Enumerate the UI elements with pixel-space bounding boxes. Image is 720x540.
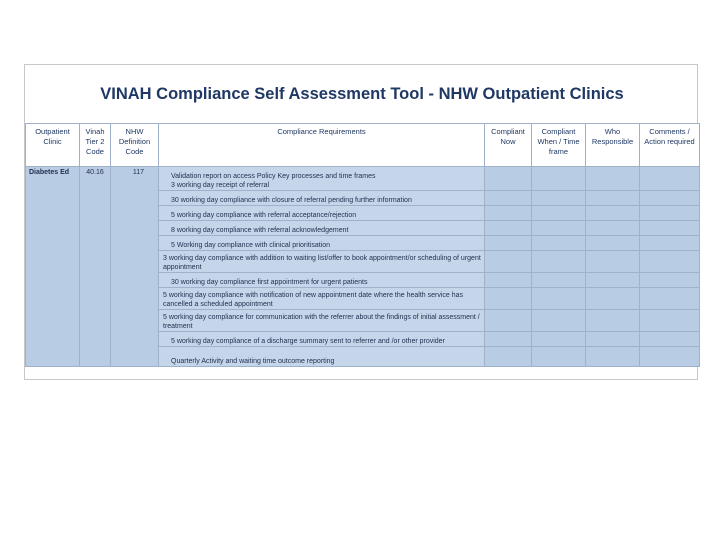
requirement-text: 30 working day compliance with closure of referral pending further information <box>171 196 412 204</box>
who-cell[interactable] <box>586 167 640 191</box>
requirement-text: Quarterly Activity and waiting time outcome reporting <box>171 357 335 365</box>
requirement-text: 5 working day compliance of a discharge summary sent to referrer and /or other provider <box>171 337 445 345</box>
header-clinic: Outpatient Clinic <box>26 124 80 167</box>
requirement-cell <box>159 206 485 221</box>
compliant-when-cell[interactable] <box>532 206 586 221</box>
compliant-when-cell[interactable] <box>532 347 586 367</box>
table-body <box>26 167 700 367</box>
compliant-now-cell[interactable] <box>485 236 532 251</box>
compliant-when-cell[interactable] <box>532 191 586 206</box>
compliant-now-cell[interactable] <box>485 347 532 367</box>
compliant-now-cell[interactable] <box>485 191 532 206</box>
requirement-cell <box>159 288 485 310</box>
requirement-text: 5 working day compliance with referral acceptance/rejection <box>171 211 357 219</box>
who-cell[interactable] <box>586 206 640 221</box>
requirement-text: 5 Working day compliance with clinical prioritisation <box>171 241 330 249</box>
who-cell[interactable] <box>586 347 640 367</box>
tier-code-cell: 40.16 <box>80 167 111 367</box>
comments-cell[interactable] <box>640 206 700 221</box>
header-who: Who Responsible <box>586 124 640 167</box>
comments-cell[interactable] <box>640 332 700 347</box>
compliant-when-cell[interactable] <box>532 310 586 332</box>
who-cell[interactable] <box>586 221 640 236</box>
compliant-now-cell[interactable] <box>485 288 532 310</box>
requirement-text: 8 working day compliance with referral acknowledgement <box>171 226 349 234</box>
comments-cell[interactable] <box>640 310 700 332</box>
compliant-now-cell[interactable] <box>485 221 532 236</box>
compliance-table <box>25 123 700 367</box>
clinic-cell: Diabetes Ed <box>26 167 80 367</box>
header-requirements: Compliance Requirements <box>159 124 485 167</box>
table-row <box>26 167 700 191</box>
who-cell[interactable] <box>586 332 640 347</box>
compliant-now-cell[interactable] <box>485 273 532 288</box>
who-cell[interactable] <box>586 310 640 332</box>
compliant-when-cell[interactable] <box>532 236 586 251</box>
comments-cell[interactable] <box>640 236 700 251</box>
nhw-code-cell: 117 <box>111 167 159 367</box>
requirement-cell <box>159 251 485 273</box>
who-cell[interactable] <box>586 273 640 288</box>
requirement-cell <box>159 347 485 367</box>
requirement-text: Validation report on access Policy Key processes and time frames 3 working day receipt of referral <box>171 173 376 189</box>
compliant-when-cell[interactable] <box>532 288 586 310</box>
requirement-cell <box>159 191 485 206</box>
who-cell[interactable] <box>586 251 640 273</box>
requirement-text: 5 working day compliance with notification of new appointment date where the health service has cancelled a scheduled appointment <box>163 292 464 308</box>
header-row <box>26 124 700 167</box>
requirement-cell <box>159 332 485 347</box>
header-nhw: NHW Definition Code <box>111 124 159 167</box>
comments-cell[interactable] <box>640 251 700 273</box>
compliant-when-cell[interactable] <box>532 167 586 191</box>
comments-cell[interactable] <box>640 221 700 236</box>
who-cell[interactable] <box>586 236 640 251</box>
comments-cell[interactable] <box>640 167 700 191</box>
requirement-text: 30 working day compliance first appointment for urgent patients <box>171 278 368 286</box>
compliant-now-cell[interactable] <box>485 206 532 221</box>
comments-cell[interactable] <box>640 347 700 367</box>
compliant-when-cell[interactable] <box>532 332 586 347</box>
comments-cell[interactable] <box>640 273 700 288</box>
requirement-cell <box>159 221 485 236</box>
requirement-cell <box>159 236 485 251</box>
requirement-cell <box>159 167 485 191</box>
comments-cell[interactable] <box>640 191 700 206</box>
page-title: VINAH Compliance Self Assessment Tool - NHW Outpatient Clinics <box>100 85 624 103</box>
requirement-text: 3 working day compliance with addition to waiting list/offer to book appointment/or scheduling of urgent appointment <box>163 255 481 271</box>
who-cell[interactable] <box>586 191 640 206</box>
compliant-now-cell[interactable] <box>485 251 532 273</box>
header-compliant-now: Compliant Now <box>485 124 532 167</box>
compliant-when-cell[interactable] <box>532 251 586 273</box>
compliant-when-cell[interactable] <box>532 273 586 288</box>
compliant-now-cell[interactable] <box>485 167 532 191</box>
header-compliant-when: Compliant When / Time frame <box>532 124 586 167</box>
header-comments: Comments / Action required <box>640 124 700 167</box>
compliant-now-cell[interactable] <box>485 310 532 332</box>
compliant-now-cell[interactable] <box>485 332 532 347</box>
requirement-cell <box>159 310 485 332</box>
document-sheet <box>24 64 698 380</box>
comments-cell[interactable] <box>640 288 700 310</box>
who-cell[interactable] <box>586 288 640 310</box>
requirement-cell <box>159 273 485 288</box>
compliant-when-cell[interactable] <box>532 221 586 236</box>
header-tier: Vinah Tier 2 Code <box>80 124 111 167</box>
requirement-text: 5 working day compliance for communication with the referrer about the findings of initial assessment / treatment <box>163 314 480 330</box>
